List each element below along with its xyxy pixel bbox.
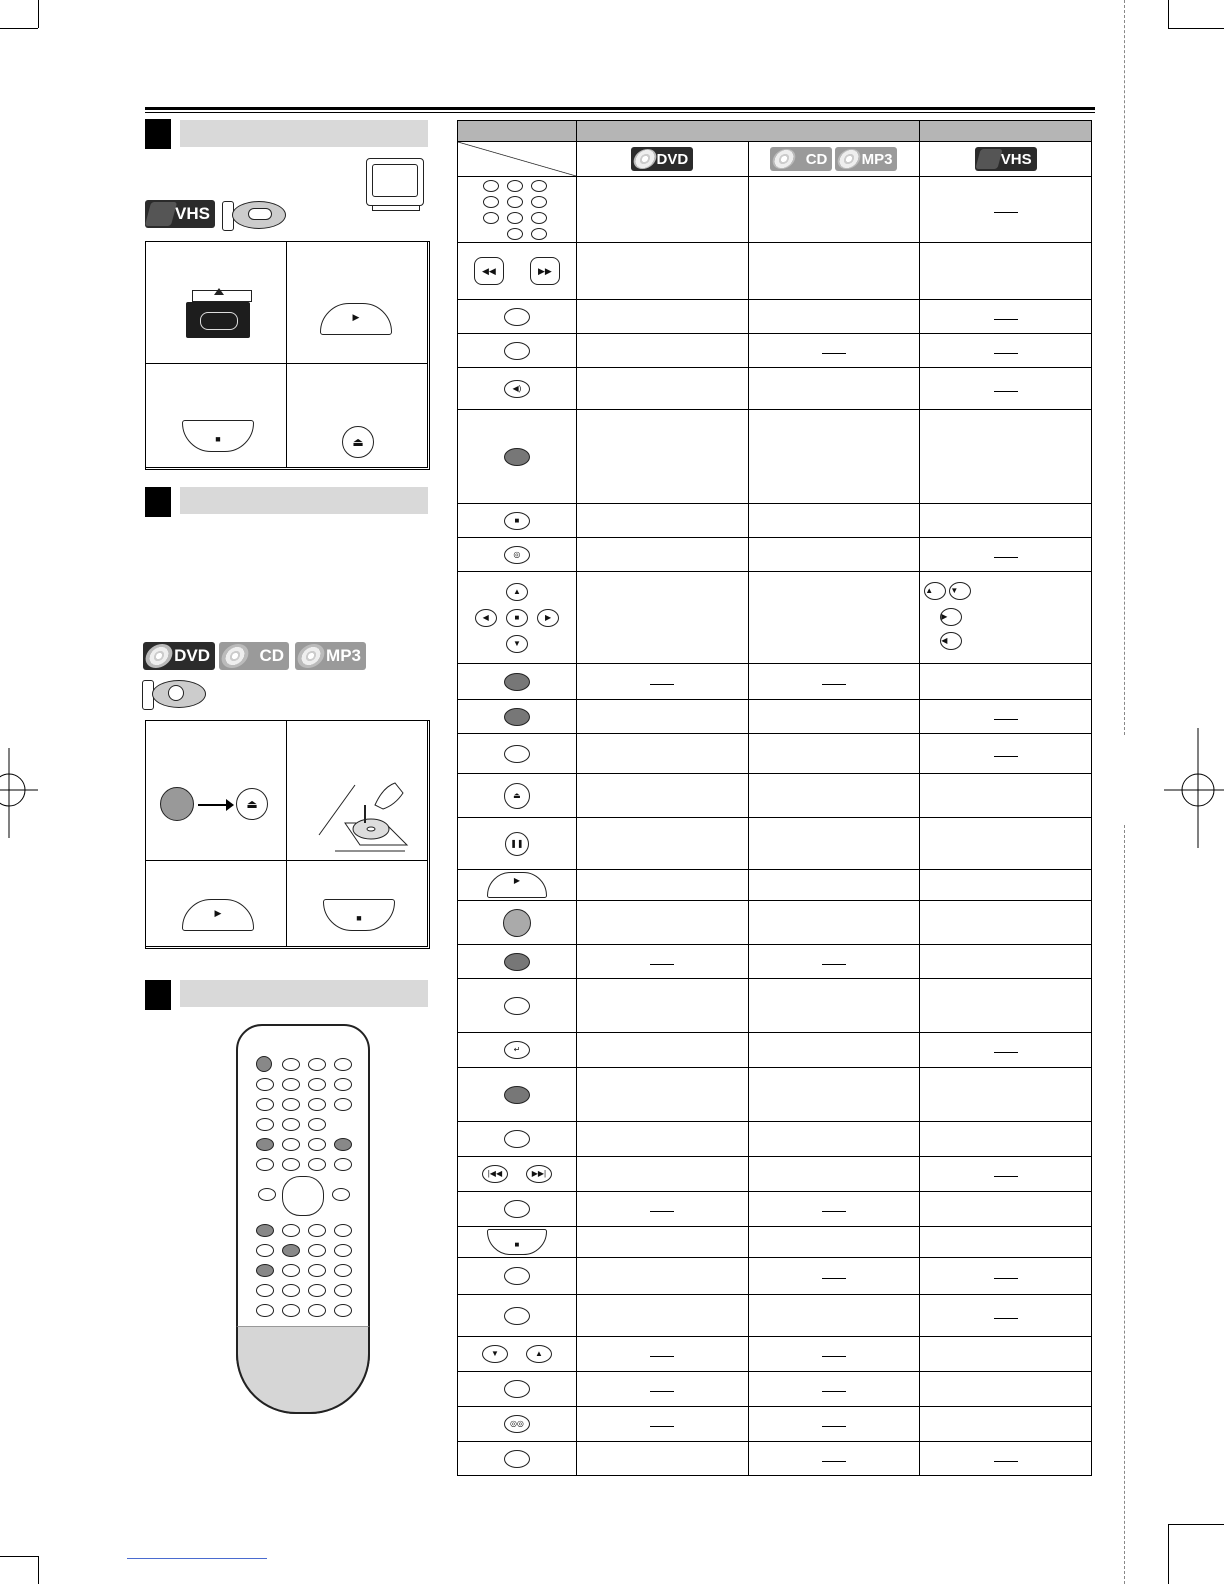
vhs-cell <box>920 1068 1092 1122</box>
not-available-mark <box>650 964 674 965</box>
table-row <box>458 504 1092 538</box>
disc-tray-icon <box>315 775 415 855</box>
not-available-mark <box>994 319 1018 320</box>
not-available-mark <box>994 719 1018 720</box>
table-row <box>458 901 1092 945</box>
power-button-icon <box>160 787 194 821</box>
dvd-logo <box>143 642 215 670</box>
cd-cell <box>748 1192 920 1227</box>
oval-button-icon <box>458 1442 577 1476</box>
diagonal-cell <box>458 142 577 177</box>
not-available-mark <box>822 353 846 354</box>
crop-mark <box>1168 1524 1224 1525</box>
dvd-cell <box>576 1192 748 1227</box>
dvd-cell <box>576 334 748 368</box>
cd-cell <box>748 945 920 979</box>
dvd-logo-text: DVD <box>174 646 210 665</box>
mp3-logo <box>295 642 366 670</box>
crop-mark <box>1168 0 1169 28</box>
footer-underline <box>127 1558 267 1559</box>
crop-mark <box>1168 1524 1169 1584</box>
table-row <box>458 1295 1092 1337</box>
not-available-mark <box>994 1176 1018 1177</box>
cd-cell <box>748 870 920 901</box>
tv-icon <box>366 158 424 206</box>
dvd-button-icon <box>142 678 206 708</box>
crop-mark <box>0 1556 38 1557</box>
eject-button-icon: ⏏ <box>342 426 374 458</box>
dvd-cell <box>576 979 748 1033</box>
not-available-mark <box>994 1278 1018 1279</box>
eject-button-icon: ⏏ <box>236 788 268 820</box>
section-header-bar <box>180 120 428 147</box>
dvd-cell <box>576 1295 748 1337</box>
section-number-block <box>145 980 171 1010</box>
dvd-cell <box>576 818 748 870</box>
vhs-cell <box>920 1227 1092 1258</box>
dvd-cell <box>576 1157 748 1192</box>
not-available-mark <box>822 684 846 685</box>
pause-button-icon: ❚❚ <box>458 818 577 870</box>
cd-cell <box>748 1122 920 1157</box>
cd-cell <box>748 1033 920 1068</box>
vhs-cell <box>920 1337 1092 1372</box>
remote-bottom-shell <box>236 1326 370 1414</box>
cursor-buttons-icon: ▲ ◀ ■ ▶ ▼ <box>458 572 577 664</box>
not-available-mark <box>822 964 846 965</box>
cd-cell <box>748 334 920 368</box>
not-available-mark <box>650 684 674 685</box>
cd-cell <box>748 572 920 664</box>
oval-button-icon <box>458 300 577 334</box>
table-row <box>458 870 1092 901</box>
mp3-logo-text: MP3 <box>326 646 361 665</box>
section-number-block <box>145 119 171 149</box>
dark-oval-button-icon <box>458 410 577 504</box>
not-available-mark <box>994 212 1018 213</box>
cd-cell <box>748 979 920 1033</box>
dvd-cell <box>576 1258 748 1295</box>
not-available-mark <box>822 1391 846 1392</box>
vhs-cell <box>920 300 1092 334</box>
vhs-cell <box>920 538 1092 572</box>
cd-cell <box>748 368 920 410</box>
table-row <box>458 300 1092 334</box>
step-play <box>286 241 428 364</box>
skip-buttons-icon: |◀◀ ▶▶| <box>458 1157 577 1192</box>
cd-cell <box>748 664 920 700</box>
vhs-cell <box>920 979 1092 1033</box>
table-row <box>458 538 1092 572</box>
mp3-logo-text: MP3 <box>861 150 893 168</box>
dvd-cell <box>576 410 748 504</box>
section-number-block <box>145 487 171 517</box>
step-stop <box>286 860 428 947</box>
vhs-column-header <box>920 142 1092 177</box>
step-insert-disc <box>286 720 428 861</box>
vhs-cell <box>920 504 1092 538</box>
step-insert-cassette <box>145 241 287 364</box>
vhs-cell <box>920 410 1092 504</box>
dvd-cell <box>576 300 748 334</box>
vhs-cell <box>920 734 1092 774</box>
not-available-mark <box>650 1211 674 1212</box>
cd-cell <box>748 1442 920 1476</box>
header-cell <box>920 121 1092 142</box>
cd-cell <box>748 1407 920 1442</box>
step-stop <box>145 363 287 468</box>
crop-mark <box>38 0 39 28</box>
vhs-cell <box>920 870 1092 901</box>
stop-button-icon: ■ <box>323 899 395 931</box>
dvd-column-header <box>576 142 748 177</box>
table-row <box>458 1157 1092 1192</box>
dark-oval-button-icon <box>458 664 577 700</box>
not-available-mark <box>822 1278 846 1279</box>
dvd-cell <box>576 1227 748 1258</box>
vhs-logo-text: VHS <box>175 204 210 223</box>
cd-cell <box>748 901 920 945</box>
registration-mark <box>1164 728 1224 848</box>
cd-cell <box>748 410 920 504</box>
oval-button-icon <box>458 979 577 1033</box>
stop-button-icon: ■ <box>182 420 254 452</box>
dvd-cell <box>576 870 748 901</box>
square-button-icon: ■ <box>458 504 577 538</box>
header-cell <box>576 121 919 142</box>
cd-logo-text: CD <box>805 150 828 168</box>
header-cell <box>458 121 577 142</box>
not-available-mark <box>994 353 1018 354</box>
cd-logo <box>219 642 289 670</box>
oval-button-icon <box>458 734 577 774</box>
cd-cell <box>748 504 920 538</box>
vcr-button-icon <box>222 199 286 229</box>
dvd-cell <box>576 774 748 818</box>
top-rule <box>145 107 1095 110</box>
not-available-mark <box>994 557 1018 558</box>
dvd-cell <box>576 945 748 979</box>
table-row <box>458 1372 1092 1407</box>
vhs-cell: ▲ ▼ ▶ ◀ <box>920 572 1092 664</box>
crop-mark <box>1168 28 1224 29</box>
dvd-cell <box>576 734 748 774</box>
not-available-mark <box>650 1391 674 1392</box>
number-keys-icon <box>458 177 577 243</box>
oval-button-icon <box>458 1372 577 1407</box>
table-row <box>458 1122 1092 1157</box>
cd-cell <box>748 774 920 818</box>
table-row <box>458 945 1092 979</box>
vhs-logo <box>145 200 215 228</box>
table-row <box>458 1068 1092 1122</box>
vhs-cell <box>920 945 1092 979</box>
vhs-cell <box>920 1033 1092 1068</box>
table-row <box>458 979 1092 1033</box>
not-available-mark <box>994 756 1018 757</box>
cd-cell <box>748 177 920 243</box>
table-row <box>458 1258 1092 1295</box>
cd-cell <box>748 538 920 572</box>
vhs-cell <box>920 774 1092 818</box>
dvd-cell <box>576 700 748 734</box>
cassette-icon <box>186 290 252 340</box>
cd-cell <box>748 1227 920 1258</box>
dvd-cell <box>576 1372 748 1407</box>
dvd-cell <box>576 538 748 572</box>
play-button-icon: ▶ <box>458 870 577 901</box>
disc-button-icon: ◎ <box>458 538 577 572</box>
table-row <box>458 177 1092 243</box>
return-button-icon: ↵ <box>458 1033 577 1068</box>
not-available-mark <box>994 1461 1018 1462</box>
table-row <box>458 1033 1092 1068</box>
dvd-cell <box>576 1442 748 1476</box>
table-header-row <box>458 121 1092 142</box>
rew-ffw-icon: ◀◀ ▶▶ <box>458 243 577 300</box>
fold-line <box>1124 825 1125 1584</box>
vhs-cell <box>920 901 1092 945</box>
table-row <box>458 734 1092 774</box>
table-row <box>458 664 1092 700</box>
cd-cell <box>748 1337 920 1372</box>
cd-cell <box>748 1372 920 1407</box>
dark-oval-button-icon <box>458 700 577 734</box>
registration-mark <box>0 748 40 838</box>
vhs-cell <box>920 1258 1092 1295</box>
cd-cell <box>748 1295 920 1337</box>
vhs-logo-text: VHS <box>1000 150 1032 168</box>
oval-button-icon <box>458 334 577 368</box>
cd-cell <box>748 243 920 300</box>
logo-row <box>458 142 1092 177</box>
not-available-mark <box>994 1318 1018 1319</box>
dvd-cell <box>576 1337 748 1372</box>
section-header-bar <box>180 980 428 1007</box>
dark-oval-button-icon <box>458 945 577 979</box>
cd-logo-text: CD <box>259 646 284 665</box>
vhs-cell <box>920 1442 1092 1476</box>
vhs-cell <box>920 334 1092 368</box>
oval-button-icon <box>458 1192 577 1227</box>
table-row <box>458 243 1092 300</box>
table-row <box>458 410 1092 504</box>
dvd-cell <box>576 243 748 300</box>
function-table <box>457 120 1092 1476</box>
not-available-mark <box>822 1356 846 1357</box>
crop-mark <box>0 28 38 29</box>
vhs-cell <box>920 243 1092 300</box>
table-row <box>458 1407 1092 1442</box>
play-button-icon: ▶ <box>182 899 254 931</box>
dvd-cell <box>576 664 748 700</box>
step-eject <box>286 363 428 468</box>
dvd-cell <box>576 572 748 664</box>
vhs-cell <box>920 1372 1092 1407</box>
vhs-cell <box>920 664 1092 700</box>
cd-cell <box>748 818 920 870</box>
table-row <box>458 818 1092 870</box>
crop-mark <box>38 1556 39 1584</box>
cd-cell <box>748 734 920 774</box>
dvd-cell <box>576 1122 748 1157</box>
table-row <box>458 368 1092 410</box>
cd-mp3-column-header <box>748 142 920 177</box>
step-play <box>145 860 287 947</box>
oval-button-icon <box>458 1122 577 1157</box>
remote-control-illustration <box>236 1024 370 1414</box>
not-available-mark <box>994 1052 1018 1053</box>
not-available-mark <box>994 391 1018 392</box>
section-header-bar <box>180 487 428 514</box>
vhs-cell <box>920 368 1092 410</box>
vhs-cell <box>920 1192 1092 1227</box>
cd-cell <box>748 1258 920 1295</box>
fold-line <box>1124 0 1125 735</box>
dvd-cell <box>576 1068 748 1122</box>
table-row <box>458 1442 1092 1476</box>
dvd-cell <box>576 504 748 538</box>
vcr-button-icon: ◎◎ <box>458 1407 577 1442</box>
dark-oval-button-icon <box>458 1068 577 1122</box>
tv-stand <box>372 206 420 211</box>
dvd-cell <box>576 177 748 243</box>
cd-cell <box>748 1068 920 1122</box>
stop-button-icon: ■ <box>458 1227 577 1258</box>
table-row <box>458 1227 1092 1258</box>
table-body <box>458 177 1092 1476</box>
table-row <box>458 774 1092 818</box>
dvd-cell <box>576 1407 748 1442</box>
eject-button-icon: ⏏ <box>458 774 577 818</box>
vhs-cell <box>920 700 1092 734</box>
table-row <box>458 1192 1092 1227</box>
vhs-cell <box>920 818 1092 870</box>
top-rule-thin <box>145 112 1095 113</box>
table-row <box>458 1337 1092 1372</box>
dvd-cell <box>576 1033 748 1068</box>
not-available-mark <box>822 1211 846 1212</box>
cd-cell <box>748 700 920 734</box>
vhs-cell <box>920 1407 1092 1442</box>
dvd-cell <box>576 368 748 410</box>
play-button-icon: ▶ <box>320 303 392 335</box>
arrow-right-icon <box>198 799 234 811</box>
oval-button-icon <box>458 1258 577 1295</box>
ch-updown-buttons-icon: ▼ ▲ <box>458 1337 577 1372</box>
not-available-mark <box>650 1426 674 1427</box>
not-available-mark <box>822 1461 846 1462</box>
not-available-mark <box>822 1426 846 1427</box>
cd-cell <box>748 300 920 334</box>
oval-button-icon <box>458 1295 577 1337</box>
vhs-cell <box>920 1157 1092 1192</box>
vhs-cell <box>920 177 1092 243</box>
vhs-cell <box>920 1122 1092 1157</box>
dvd-logo-text: DVD <box>656 150 689 168</box>
table-row <box>458 334 1092 368</box>
step-open-tray <box>145 720 287 861</box>
mute-button-icon: ◀) <box>458 368 577 410</box>
power-button-icon <box>458 901 577 945</box>
dvd-cell <box>576 901 748 945</box>
vhs-cell <box>920 1295 1092 1337</box>
table-row <box>458 572 1092 664</box>
table-row <box>458 700 1092 734</box>
cd-cell <box>748 1157 920 1192</box>
not-available-mark <box>650 1356 674 1357</box>
